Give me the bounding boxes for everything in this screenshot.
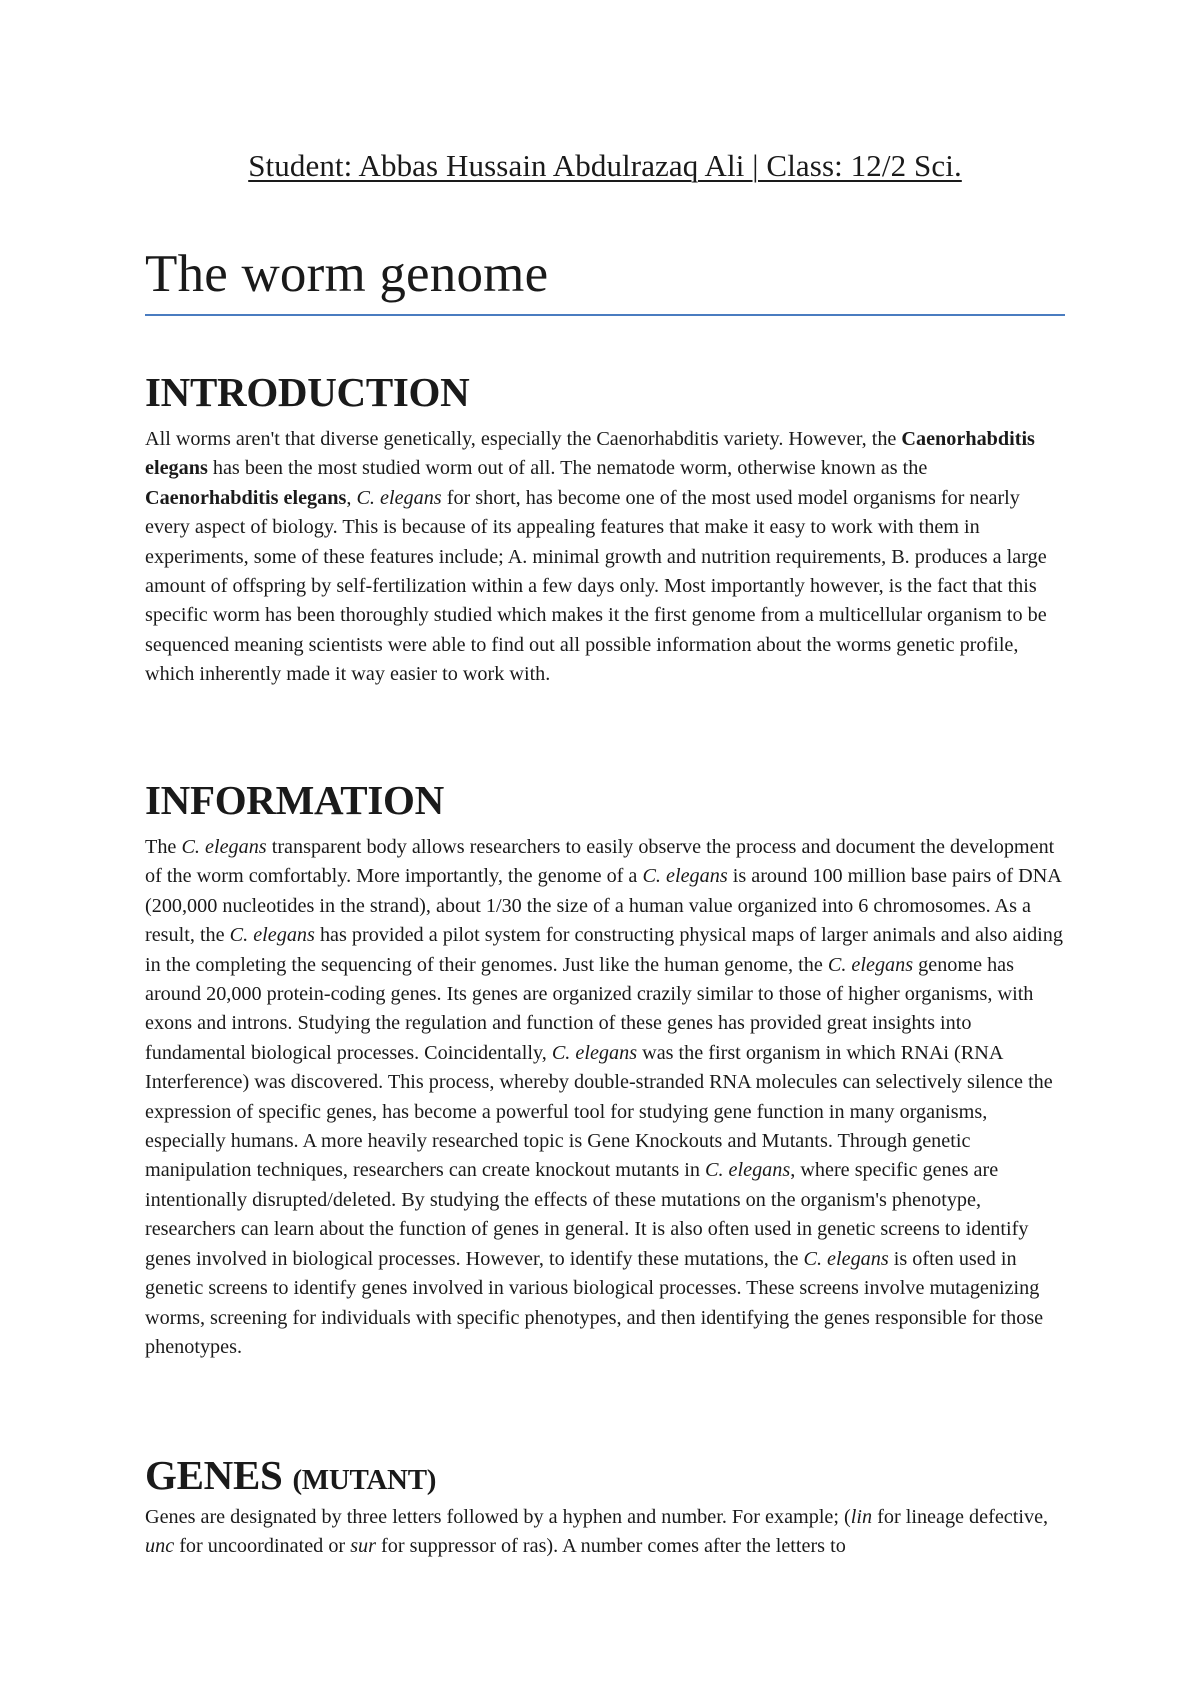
gene-code-italic: unc — [145, 1535, 175, 1558]
introduction-heading: INTRODUCTION — [145, 369, 470, 415]
species-abbrev-italic: C. elegans — [229, 924, 315, 947]
text-run: was the first organism in which RNAi (RNA Interference) was discovered. This process, whereby double-stranded RNA molecules can selectively silence the expression of specific genes, has become a powerful tool for studying gene function in many organisms, especially humans. A more heavily researched topic is Gene Knockouts and Mutants. Through genetic manipulation techniques, researchers can create knockout mutants in — [145, 1041, 1053, 1182]
text-run: for lineage defective, — [872, 1506, 1049, 1528]
text-run: transparent body allows researchers to easily observe the process and document the development of the worm comfortably. More importantly, the genome of a — [145, 836, 1055, 888]
text-run: has been the most studied worm out of all. The nematode worm, otherwise known as the — [207, 457, 928, 480]
text-run: for suppressor of ras). A number comes after the letters to — [376, 1535, 846, 1558]
species-abbrev-italic: C. elegans — [705, 1159, 791, 1182]
gene-code-italic: lin — [850, 1506, 873, 1528]
information-heading: INFORMATION — [145, 777, 444, 823]
title-divider — [145, 314, 1065, 316]
text-run: is around 100 million base pairs of DNA (200,000 nucleotides in the strand), about 1/30 the size of a human value organized into 6 chromosomes. As a result, the — [145, 865, 1061, 947]
text-run: for uncoordinated or — [174, 1535, 351, 1558]
species-name-bold: Caenorhabditis elegans — [145, 486, 347, 509]
genes-heading-sub: (MUTANT) — [292, 1464, 437, 1496]
species-abbrev-italic: C. elegans — [356, 486, 442, 509]
species-name-bold: Caenorhabditis elegans — [145, 428, 1035, 480]
introduction-paragraph — [145, 425, 1065, 690]
species-abbrev-italic: C. elegans — [181, 836, 267, 858]
text-run: All worms aren't that diverse genetically, especially the Caenorhabditis variety. However, the — [145, 428, 902, 450]
text-run: for short, has become one of the most used model organisms for nearly every aspect of biology. This is because of its appealing features that make it easy to work with them in experiments, some of these features include; A. minimal growth and nutrition requirements, B. produces a large amount of offspring by self-fertilization within a few days only. Most importantly however, is the fact that this specific worm has been thoroughly studied which makes it the first genome from a multicellular organism to be sequenced meaning scientists were able to find out all possible information about the worms genetic profile, which inherently made it way easier to work with. — [145, 486, 1047, 686]
text-run: has provided a pilot system for constructing physical maps of larger animals and also aiding in the completing the sequencing of their genomes. Just like the human genome, the — [145, 924, 1063, 976]
information-paragraph — [145, 833, 1065, 1362]
text-run: is often used in genetic screens to identify genes involved in various biological processes. These screens involve mutagenizing worms, screening for individuals with specific phenotypes, and then identifying the genes responsible for those phenotypes. — [145, 1247, 1044, 1358]
genes-heading-main: GENES — [145, 1452, 283, 1498]
genes-paragraph — [145, 1503, 1065, 1562]
student-line: Student: Abbas Hussain Abdulrazaq Ali | Class: 12/2 Sci. — [248, 148, 962, 183]
text-run: The — [145, 836, 182, 858]
species-abbrev-italic: C. elegans — [803, 1247, 889, 1270]
species-abbrev-italic: C. elegans — [827, 953, 914, 976]
species-abbrev-italic: C. elegans — [551, 1041, 638, 1064]
text-run: , where specific genes are intentionally disrupted/deleted. By studying the effects of these mutations on the organism's phenotype, researchers can learn about the function of genes in general. It is also often used in genetic screens to identify genes involved in biological processes. However, to identify these mutations, the — [145, 1159, 1029, 1270]
text-run: , — [346, 486, 357, 509]
text-run: genome has around 20,000 protein-coding genes. Its genes are organized crazily similar to those of higher organisms, with exons and introns. Studying the regulation and function of these genes has provided great insights into fundamental biological processes. Coincidentally, — [145, 953, 1034, 1064]
species-abbrev-italic: C. elegans — [642, 865, 728, 888]
gene-code-italic: sur — [350, 1535, 376, 1558]
genes-heading — [145, 1452, 437, 1498]
document-title: The worm genome — [145, 245, 549, 303]
text-run: Genes are designated by three letters followed by a hyphen and number. For example; ( — [145, 1506, 851, 1528]
